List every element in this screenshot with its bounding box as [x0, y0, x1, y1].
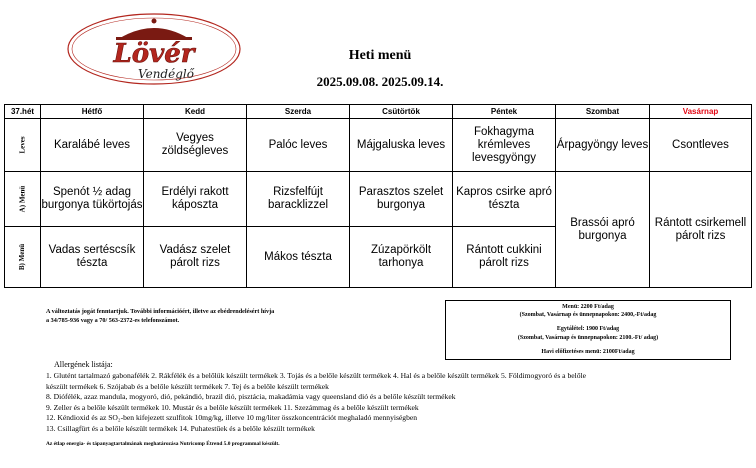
menu-b-cell: Vadas sertéscsík tészta	[41, 227, 144, 288]
contact-info	[46, 307, 376, 325]
price-single: Egytálétel: 1900 Ft/adag	[556, 326, 620, 333]
allergen-line: 9. Zeller és a belőle készült termékek 10. Mustár és a belőle készült termékek 11. Szezámmag és a belőle készült termékek	[46, 402, 419, 412]
row-label-menu-b: B) Menü	[5, 227, 41, 288]
day-header-sunday: Vasárnap	[650, 105, 752, 119]
allergen-title: Allergének listája:	[54, 360, 113, 369]
menu-a-cell: Rizsfelfújt baracklizzel	[247, 172, 350, 227]
soup-cell: Csontleves	[650, 119, 752, 172]
weekend-dish-saturday: Brassói apró burgonya	[556, 172, 650, 288]
menu-a-cell: Parasztos szelet burgonya	[350, 172, 453, 227]
page-title: Heti menü	[348, 48, 412, 63]
day-header: Hétfő	[41, 105, 144, 119]
restaurant-logo	[66, 12, 242, 86]
allergen-line: készült termékek 6. Szójabab és a belőle készült termékek 7. Tej és a belőle készült termékek	[46, 381, 329, 391]
menu-a-cell: Spenót ½ adag burgonya tükörtojás	[41, 172, 144, 227]
soup-row	[5, 119, 752, 172]
day-header: Csütörtök	[350, 105, 453, 119]
day-header: Szombat	[556, 105, 650, 119]
menu-a-cell: Erdélyi rakott káposzta	[144, 172, 247, 227]
menu-b-cell: Zúzapörkölt tarhonya	[350, 227, 453, 288]
soup-cell: Karalábé leves	[41, 119, 144, 172]
row-label-menu-a: A) Menü	[5, 172, 41, 227]
week-label: 37.hét	[5, 105, 41, 119]
weekly-menu-table	[4, 104, 752, 288]
date-range: 2025.09.08. 2025.09.14.	[316, 74, 444, 89]
allergen-line: 12. Kéndioxid és az SO₂-ben kifejezett szulfitok 10mg/kg, illetve 10 mg/liter összkoncentrációt meghaladó mennyiségben	[46, 413, 418, 423]
logo-brand: Lövér	[113, 39, 195, 69]
allergen-line: 1. Glutént tartalmazó gabonafélék 2. Rákfélék és a belőlük készült termékek 3. Tojás és a belőle készült termékek 4. Hal és a belőle készült termékek 5. Földimogyoró és a belőle	[46, 371, 586, 380]
menu-b-cell: Vadász szelet párolt rizs	[144, 227, 247, 288]
weekend-dish-sunday: Rántott csirkemell párolt rizs	[650, 172, 752, 288]
allergen-line: 13. Csillagfürt és a belőle készült termékek 14. Puhatestűek és a belőle készült termékek	[46, 423, 315, 433]
soup-cell: Vegyes zöldségleves	[144, 119, 247, 172]
contact-line: a 34/785-936 vagy a 70/ 563-2372-es telefonszámot.	[46, 317, 180, 324]
menu-b-cell: Rántott cukkini párolt rizs	[453, 227, 556, 288]
price-monthly: Havi előfizetéses menü: 2100Ft/adag	[541, 348, 635, 355]
contact-line: A változtatás jogát fenntartjuk. További információért, illetve az ebédrendelésért hívja	[46, 308, 275, 315]
day-header: Szerda	[247, 105, 350, 119]
soup-cell: Fokhagyma krémleves levesgyöngy	[453, 119, 556, 172]
menu-a-cell: Kapros csirke apró tészta	[453, 172, 556, 227]
allergen-line: 8. Diófélék, azaz mandula, mogyoró, dió, pekándió, brazil dió, pisztácia, makadámia vagy queensland dió és a belőle készült termékek	[46, 392, 456, 402]
day-header: Kedd	[144, 105, 247, 119]
allergen-list	[46, 371, 746, 435]
soup-cell: Árpagyöngy leves	[556, 119, 650, 172]
day-header: Péntek	[453, 105, 556, 119]
price-single-weekend: (Szombat, Vasárnap és ünnepnapokon: 2100.-Ft/ adag)	[517, 334, 659, 341]
soup-cell: Májgaluska leves	[350, 119, 453, 172]
logo-subtitle: Vendéglő	[138, 67, 194, 81]
header-row	[5, 105, 752, 119]
price-menu: Menü: 2200 Ft/adag	[562, 304, 614, 310]
cloche-icon	[120, 28, 188, 38]
price-menu-weekend: (Szombat, Vasárnap és ünnepnapokon: 2400,-Ft/adag	[519, 312, 657, 319]
menu-b-cell: Mákos tészta	[247, 227, 350, 288]
soup-cell: Palóc leves	[247, 119, 350, 172]
menu-a-row	[5, 172, 752, 227]
row-label-soup: Leves	[5, 119, 41, 172]
nutrition-footnote: Az étlap energia- és tápanyagtartalmának meghatározása Nutricomp Étrend 5.0 programmal készült.	[46, 441, 280, 447]
price-box	[445, 300, 731, 360]
menu-heading	[270, 48, 490, 90]
